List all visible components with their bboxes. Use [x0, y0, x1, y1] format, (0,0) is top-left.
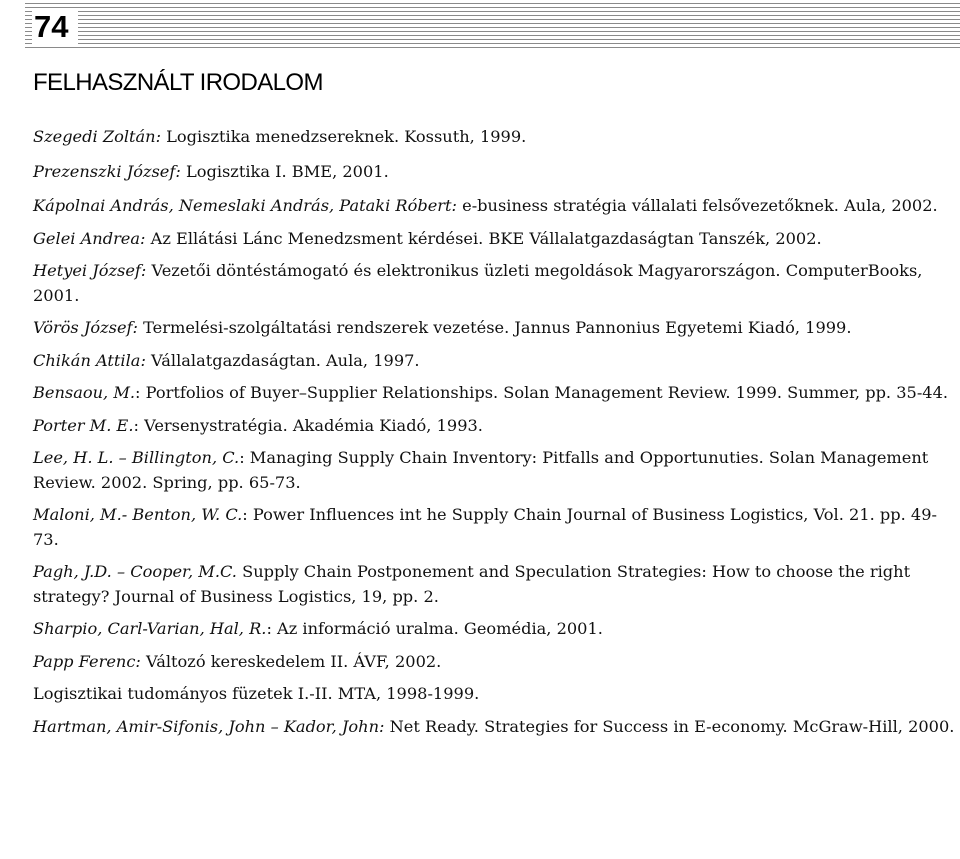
reference-author: Szegedi Zoltán:: [33, 127, 162, 146]
reference-text: Logisztikai tudományos füzetek I.-II. MTA, 1998-1999.: [33, 684, 480, 703]
reference-item: [33, 381, 958, 406]
reference-author: Sharpio, Carl-Varian, Hal, R.: [33, 619, 267, 638]
reference-item: [33, 715, 958, 740]
reference-author: Chikán Attila:: [33, 350, 146, 370]
reference-item: [33, 446, 958, 495]
reference-text: : Az információ uralma. Geomédia, 2001.: [266, 619, 603, 638]
reference-item: [33, 503, 958, 552]
reference-item: [33, 349, 958, 374]
reference-text: Supply Chain Postponement and Speculation Strategies: How to choose the right strategy? Journal of Business Logistics, 19, pp. 2.: [33, 562, 911, 606]
reference-item: [33, 650, 958, 675]
reference-author: Kápolnai András, Nemeslaki András, Pataki Róbert:: [33, 196, 457, 215]
reference-item: [33, 259, 958, 308]
reference-item: [33, 560, 958, 609]
reference-list: [33, 125, 958, 739]
reference-author: Maloni, M.- Benton, W. C.: [33, 505, 243, 524]
reference-text: : Portfolios of Buyer–Supplier Relationships. Solan Management Review. 1999. Summer, pp. 35-44.: [135, 383, 949, 402]
reference-author: Bensaou, M.: [33, 383, 136, 402]
reference-author: Porter M. E.: [33, 415, 134, 435]
reference-text: Logisztika menedzsereknek. Kossuth, 1999.: [161, 127, 527, 146]
reference-author: Pagh, J.D. – Cooper, M.C.: [33, 562, 237, 581]
reference-item: [33, 414, 958, 439]
page-number: 74: [32, 8, 78, 46]
reference-item: [33, 617, 958, 642]
reference-text: Az Ellátási Lánc Menedzsment kérdései. BKE Vállalatgazdaságtan Tanszék, 2002.: [145, 228, 822, 248]
reference-text: : Versenystratégia. Akadémia Kiadó, 1993.: [133, 415, 483, 435]
reference-text: Vállalatgazdaságtan. Aula, 1997.: [145, 350, 420, 370]
reference-item: [33, 160, 958, 185]
reference-author: Vörös József:: [33, 318, 138, 337]
reference-author: Papp Ferenc:: [33, 651, 141, 671]
reference-item: [33, 194, 958, 219]
reference-text: Változó kereskedelem II. ÁVF, 2002.: [140, 651, 442, 671]
reference-author: Hartman, Amir-Sifonis, John – Kador, John:: [33, 716, 385, 736]
reference-item: [33, 125, 958, 150]
reference-item: [33, 316, 958, 341]
reference-item: [33, 227, 958, 252]
section-title: FELHASZNÁLT IRODALOM: [33, 69, 323, 96]
reference-text: Termelési-szolgáltatási rendszerek vezetése. Jannus Pannonius Egyetemi Kiadó, 1999.: [137, 318, 852, 337]
reference-item: [33, 682, 958, 707]
reference-text: Net Ready. Strategies for Success in E-economy. McGraw-Hill, 2000.: [384, 716, 955, 736]
reference-text: Vezetői döntéstámogató és elektronikus üzleti megoldások Magyarországon. ComputerBooks, 2001.: [33, 261, 923, 305]
header-rule-band: [25, 0, 960, 50]
reference-text: e-business stratégia vállalati felsővezetőknek. Aula, 2002.: [456, 196, 938, 215]
reference-text: : Power Influences int he Supply Chain Journal of Business Logistics, Vol. 21. pp. 49-73.: [33, 505, 937, 549]
reference-text: Logisztika I. BME, 2001.: [180, 161, 389, 181]
reference-text: : Managing Supply Chain Inventory: Pitfalls and Opportunuties. Solan Management Review. 2002. Spring, pp. 65-73.: [33, 448, 929, 492]
reference-author: Lee, H. L. – Billington, C.: [33, 448, 240, 467]
reference-author: Gelei Andrea:: [33, 228, 146, 248]
reference-author: Prezenszki József:: [33, 161, 181, 181]
reference-author: Hetyei József:: [33, 261, 147, 280]
